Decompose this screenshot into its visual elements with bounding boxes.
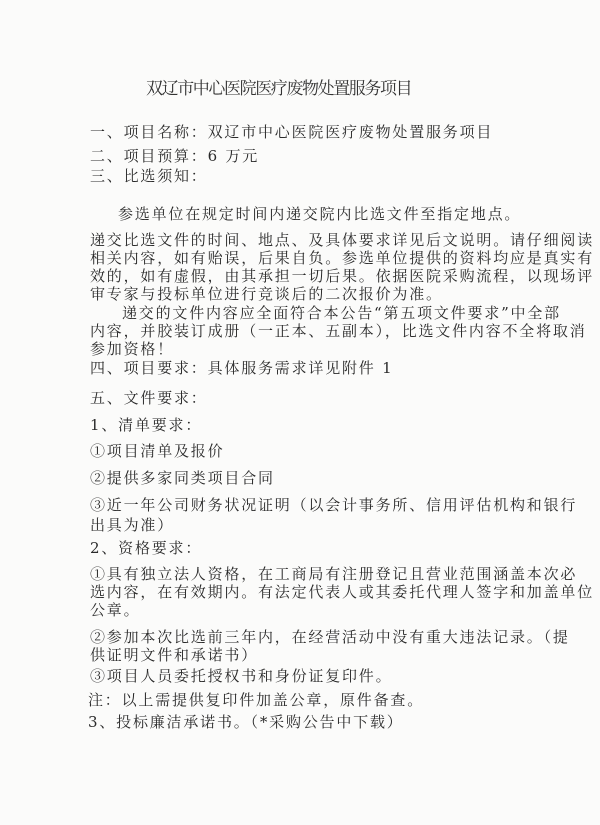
section-heading-documents: 五、文件要求： xyxy=(90,389,208,407)
list-item: ①具有独立法人资格，在工商局有注册登记且营业范围涵盖本次必 xyxy=(90,565,578,583)
paragraph-line: 审专家与投标单位进行竞谈后的二次报价为准。 xyxy=(90,285,443,303)
list-heading: 1、清单要求： xyxy=(90,416,203,434)
document-title: 双辽市中心医院医疗废物处置服务项目 xyxy=(146,79,412,99)
list-item: ②提供多家同类项目合同 xyxy=(90,469,275,487)
project-name: 一、项目名称：双辽市中心医院医疗废物处置服务项目 xyxy=(90,123,494,141)
section-heading-notice: 三、比选须知： xyxy=(90,167,208,185)
list-heading: 2、资格要求： xyxy=(90,539,203,557)
list-item: 公章。 xyxy=(90,601,141,619)
note: 注：以上需提供复印件加盖公章，原件备查。 xyxy=(88,691,425,709)
list-item: 供证明文件和承诺书） xyxy=(90,646,259,664)
paragraph-line: 相关内容，如有贻误，后果自负。参选单位提供的资料均应是真实有 xyxy=(90,249,595,267)
list-item: ③项目人员委托授权书和身份证复印件。 xyxy=(90,667,393,685)
paragraph-line: 递交比选文件的时间、地点、及具体要求详见后文说明。请仔细阅读 xyxy=(90,231,595,249)
list-heading: 3、投标廉洁承诺书。（*采购公告中下载） xyxy=(88,713,404,731)
project-requirements: 四、项目要求：具体服务需求详见附件 1 xyxy=(90,359,394,377)
paragraph-line: 内容，并胶装订成册（一正本、五副本），比选文件内容不全将取消 xyxy=(90,322,587,340)
list-item: ②参加本次比选前三年内，在经营活动中没有重大违法记录。（提 xyxy=(90,628,570,646)
project-budget: 二、项目预算：6 万元 xyxy=(90,147,260,165)
paragraph-line: 参加资格！ xyxy=(90,340,175,358)
list-item: ③近一年公司财务状况证明（以会计事务所、信用评估机构和银行 xyxy=(90,496,578,514)
list-item: 选内容，在有效期内。有法定代表人或其委托代理人签字和加盖单位 xyxy=(90,583,595,601)
list-item: ①项目清单及报价 xyxy=(90,442,225,460)
paragraph-line: 效的，如有虚假，由其承担一切后果。依据医院采购流程，以现场评 xyxy=(90,267,595,285)
paragraph-line: 递交的文件内容应全面符合本公告“第五项文件要求”中全部 xyxy=(122,304,561,322)
paragraph-line: 参选单位在规定时间内递交院内比选文件至指定地点。 xyxy=(118,205,522,223)
list-item: 出具为准） xyxy=(90,516,175,534)
